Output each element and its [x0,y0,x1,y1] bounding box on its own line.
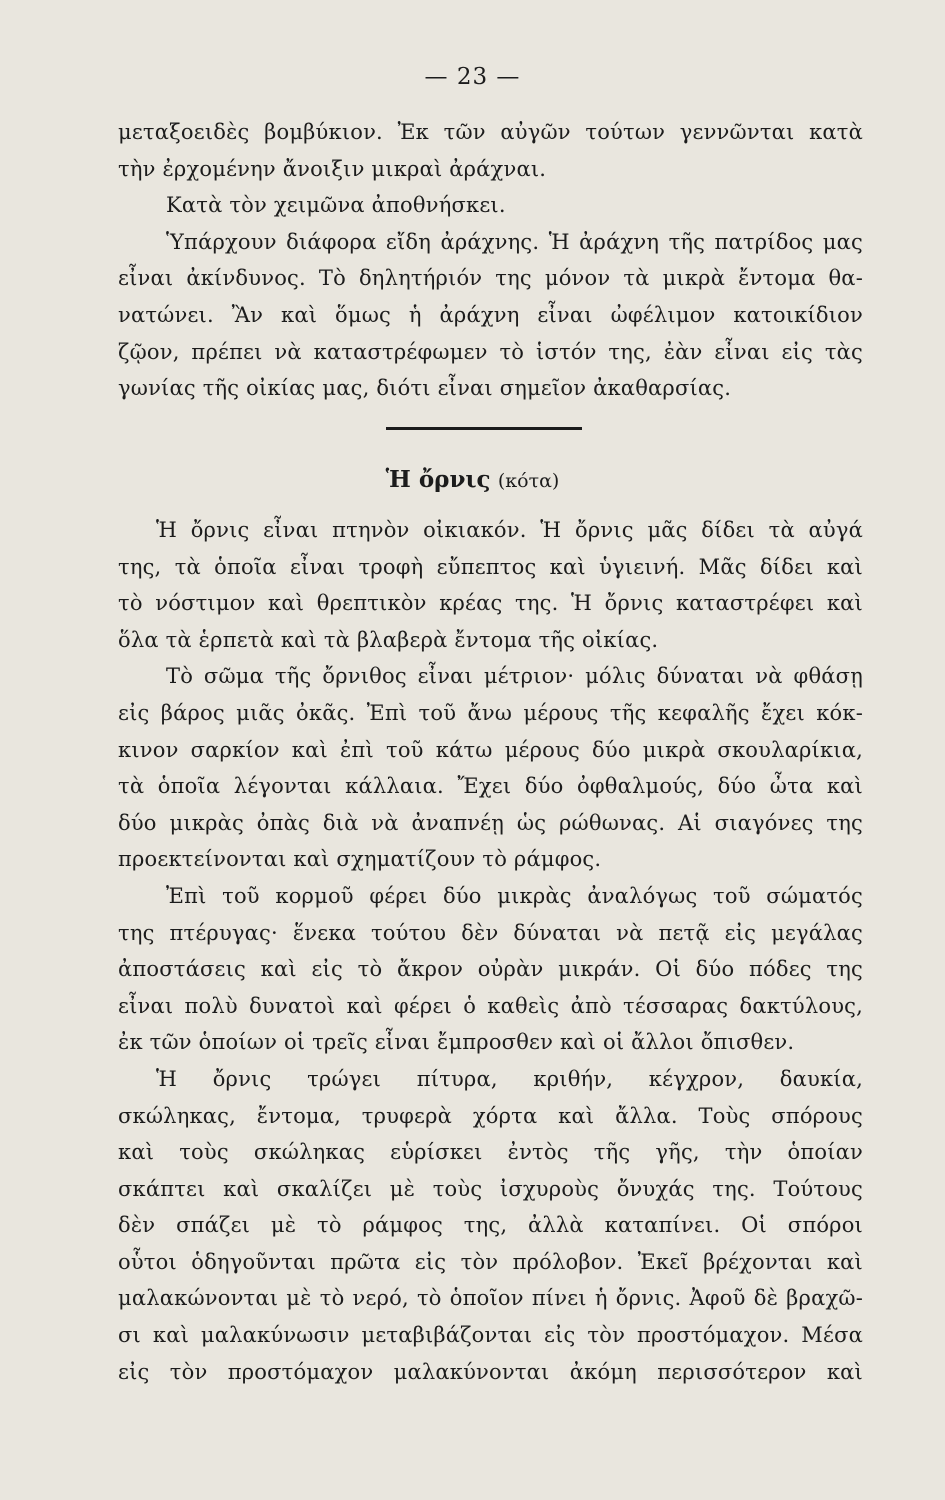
page-number: — 23 — [424,64,521,90]
heading-subtitle: (κότα) [497,470,560,492]
text-line: ζῷον, πρέπει νὰ καταστρέφωμεν τὸ ἱστόν της, ἐὰν εἶναι εἰς τὰς [118,339,863,364]
section-heading [0,466,945,493]
intro-paragraphs [118,114,863,407]
text-line: τὰ ὁποῖα λέγονται κάλλαια. Ἔχει δύο ὀφθαλμούς, δύο ὦτα καὶ [118,774,863,799]
text-line: εἶναι πολὺ δυνατοὶ καὶ φέρει ὁ καθεὶς ἀπὸ τέσσαρας δακτύλους, [118,993,863,1018]
text-line: δύο μικρὰς ὀπὰς διὰ νὰ ἀναπνέῃ ὡς ρώθωνας. Αἱ σιαγόνες της [118,810,863,835]
text-line: Ὑπάρχουν διάφορα εἴδη ἀράχνης. Ἡ ἀράχνη τῆς πατρίδος μας [166,229,863,254]
text-line: μεταξοειδὲς βομβύκιον. Ἐκ τῶν αὐγῶν τούτων γεννῶνται κατὰ [118,120,863,144]
text-line: Ἡ ὄρνις εἶναι πτηνὸν οἰκιακόν. Ἡ ὄρνις μᾶς δίδει τὰ αὐγά [156,518,863,542]
text-line: εἰς βάρος μιᾶς ὀκᾶς. Ἐπὶ τοῦ ἄνω μέρους τῆς κεφαλῆς ἔχει κόκ- [118,700,863,725]
text-line: σκάπτει καὶ σκαλίζει μὲ τοὺς ἰσχυροὺς ὄνυχάς της. Τούτους [118,1176,863,1201]
text-line: εἰς τὸν προστόμαχον μαλακύνονται ἀκόμη περισσότερον καὶ [118,1359,863,1384]
text-line: κινον σαρκίον καὶ ἐπὶ τοῦ κάτω μέρους δύο μικρὰ σκουλαρίκια, [118,737,863,762]
text-line: Ἐπὶ τοῦ κορμοῦ φέρει δύο μικρὰς ἀναλόγως τοῦ σώματός [166,883,863,908]
text-line: προεκτείνονται καὶ σχηματίζουν τὸ ράμφος. [118,847,602,872]
text-line: Κατὰ τὸν χειμῶνα ἀποθνήσκει. [166,193,506,218]
text-line: τὴν ἐρχομένην ἄνοιξιν μικραὶ ἀράχναι. [118,156,547,181]
text-line: της πτέρυγας· ἕνεκα τούτου δὲν δύναται νὰ πετᾷ εἰς μεγάλας [118,920,863,945]
text-line: ὅλα τὰ ἑρπετὰ καὶ τὰ βλαβερὰ ἔντομα τῆς οἰκίας. [118,627,659,652]
text-line: νατώνει. Ἂν καὶ ὅμως ἡ ἀράχνη εἶναι ὠφέλιμον κατοικίδιον [118,302,863,327]
text-line: εἶναι ἀκίνδυνος. Τὸ δηλητήριόν της μόνον τὰ μικρὰ ἔντομα θα- [118,266,863,291]
text-line: δὲν σπάζει μὲ τὸ ράμφος της, ἀλλὰ καταπίνει. Οἱ σπόροι [118,1213,863,1238]
body-paragraphs [118,512,863,1390]
section-divider [386,427,582,430]
text-line: ἐκ τῶν ὁποίων οἱ τρεῖς εἶναι ἔμπροσθεν καὶ οἱ ἄλλοι ὄπισθεν. [118,1030,795,1055]
text-line: γωνίας τῆς οἰκίας μας, διότι εἶναι σημεῖον ἀκαθαρσίας. [118,376,732,401]
text-line: ἀποστάσεις καὶ εἰς τὸ ἄκρον οὐρὰν μικράν. Οἱ δύο πόδες της [118,957,863,982]
text-line: Τὸ σῶμα τῆς ὄρνιθος εἶναι μέτριον· μόλις δύναται νὰ φθάσῃ [166,664,863,689]
text-line: σι καὶ μαλακύνωσιν μεταβιβάζονται εἰς τὸν προστόμαχον. Μέσα [118,1323,863,1348]
text-line: σκώληκας, ἔντομα, τρυφερὰ χόρτα καὶ ἄλλα. Τοὺς σπόρους [118,1103,863,1128]
text-line: καὶ τοὺς σκώληκας εὑρίσκει ἐντὸς τῆς γῆς, τὴν ὁποίαν [118,1140,863,1165]
heading-title: Ἡ ὄρνις [385,466,491,493]
text-line: τὸ νόστιμον καὶ θρεπτικὸν κρέας της. Ἡ ὄρνις καταστρέφει καὶ [118,591,863,616]
text-line: οὗτοι ὁδηγοῦνται πρῶτα εἰς τὸν πρόλοβον. Ἐκεῖ βρέχονται καὶ [118,1249,863,1274]
text-line: μαλακώνονται μὲ τὸ νερό, τὸ ὁποῖον πίνει ἡ ὄρνις. Ἀφοῦ δὲ βραχῶ- [118,1286,863,1311]
text-line: Ἡ ὄρνις τρώγει πίτυρα, κριθήν, κέγχρον, δαυκία, [156,1066,863,1091]
text-line: της, τὰ ὁποῖα εἶναι τροφὴ εὔπεπτος καὶ ὑγιεινή. Μᾶς δίδει καὶ [118,554,863,579]
